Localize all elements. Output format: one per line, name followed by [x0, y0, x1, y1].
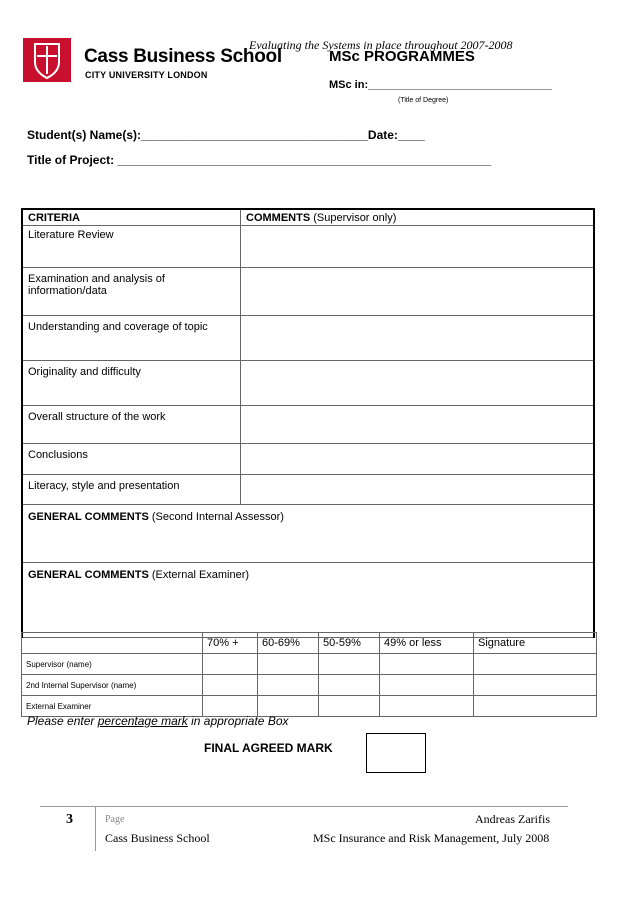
page-number: 3: [66, 812, 73, 827]
criteria-row: [22, 406, 594, 444]
criterion-label: Examination and analysis of information/data: [22, 268, 241, 316]
comment-cell[interactable]: [241, 475, 595, 505]
general-comments-role: (External Examiner): [148, 569, 250, 581]
general-comments-cell[interactable]: [22, 563, 594, 638]
mark-cell[interactable]: [380, 654, 474, 675]
general-comments-second-assessor: [22, 505, 594, 563]
project-title-field: Title of Project: ________________________________________________________: [27, 153, 492, 167]
comments-header-bold: COMMENTS: [246, 212, 311, 224]
mark-cell[interactable]: [258, 675, 319, 696]
logo-school-name: Cass Business School: [84, 46, 282, 67]
signature-cell[interactable]: [474, 654, 597, 675]
instruction-pre: Please enter: [27, 714, 98, 728]
footer-vertical-divider: [95, 807, 96, 851]
mark-cell[interactable]: [203, 654, 258, 675]
comment-cell[interactable]: [241, 226, 595, 268]
final-agreed-mark-label: FINAL AGREED MARK: [204, 741, 333, 755]
band-header-49-less: 49% or less: [380, 633, 474, 654]
criteria-row: [22, 226, 594, 268]
general-comments-role: (Second Internal Assessor): [148, 511, 284, 523]
general-comments-label: GENERAL COMMENTS: [28, 511, 149, 523]
title-of-degree-caption: (Title of Degree): [398, 97, 449, 104]
band-header-50-59: 50-59%: [319, 633, 380, 654]
cass-logo-shield: [23, 38, 71, 82]
criteria-row: [22, 361, 594, 406]
assessor-label: Supervisor (name): [22, 654, 203, 675]
criterion-label: Literature Review: [22, 226, 241, 268]
criterion-label: Overall structure of the work: [22, 406, 241, 444]
criteria-row: [22, 444, 594, 475]
criteria-header-row: [22, 209, 594, 226]
mark-cell[interactable]: [319, 675, 380, 696]
criteria-row: [22, 316, 594, 361]
comment-cell[interactable]: [241, 361, 595, 406]
signature-header: Signature: [474, 633, 597, 654]
band-header-60-69: 60-69%: [258, 633, 319, 654]
general-comments-external-examiner: [22, 563, 594, 638]
running-head: Evaluating the Systems in place throughout 2007-2008: [249, 38, 513, 52]
general-comments-label: GENERAL COMMENTS: [28, 569, 149, 581]
mark-cell[interactable]: [203, 675, 258, 696]
footer-course: MSc Insurance and Risk Management, July 2008: [313, 831, 550, 845]
logo-university-name: CITY UNIVERSITY LONDON: [85, 70, 208, 80]
signature-cell[interactable]: [474, 675, 597, 696]
programme-title: MSc PROGRAMMES: [329, 48, 475, 65]
general-comments-cell[interactable]: [22, 505, 594, 563]
criterion-label: Originality and difficulty: [22, 361, 241, 406]
criteria-table: [21, 208, 595, 638]
msc-in-field: MSc in:______________________________: [329, 79, 552, 91]
footer-divider: [40, 806, 568, 807]
percentage-instruction: [27, 714, 289, 728]
mark-cell[interactable]: [319, 654, 380, 675]
comments-header-rest: (Supervisor only): [310, 212, 397, 224]
instruction-underlined: percentage mark: [97, 714, 188, 728]
footer-author: Andreas Zarifis: [475, 812, 550, 826]
mark-cell[interactable]: [258, 654, 319, 675]
assessor-label: 2nd Internal Supervisor (name): [22, 675, 203, 696]
comment-cell[interactable]: [241, 444, 595, 475]
comment-cell[interactable]: [241, 316, 595, 361]
criteria-header: CRITERIA: [22, 209, 241, 226]
mark-cell[interactable]: [319, 696, 380, 717]
students-name-field: Student(s) Name(s):__________________________________Date:____: [27, 128, 425, 142]
marks-header-row: [22, 633, 597, 654]
marks-row: [22, 675, 597, 696]
marks-row: [22, 654, 597, 675]
criterion-label: Literacy, style and presentation: [22, 475, 241, 505]
final-mark-box[interactable]: [366, 733, 426, 773]
comment-cell[interactable]: [241, 268, 595, 316]
comment-cell[interactable]: [241, 406, 595, 444]
criteria-row: [22, 268, 594, 316]
criterion-label: Understanding and coverage of topic: [22, 316, 241, 361]
marks-corner-cell: [22, 633, 203, 654]
page-label: Page: [105, 814, 125, 825]
mark-cell[interactable]: [380, 675, 474, 696]
criteria-row: [22, 475, 594, 505]
assessor-label: External Examiner: [22, 696, 203, 717]
criterion-label: Conclusions: [22, 444, 241, 475]
footer-school: Cass Business School: [105, 831, 210, 845]
instruction-post: in appropriate Box: [187, 714, 289, 728]
signature-cell[interactable]: [474, 696, 597, 717]
comments-header: [241, 209, 595, 226]
mark-cell[interactable]: [380, 696, 474, 717]
marks-table: [21, 632, 597, 717]
band-header-70: 70% +: [203, 633, 258, 654]
